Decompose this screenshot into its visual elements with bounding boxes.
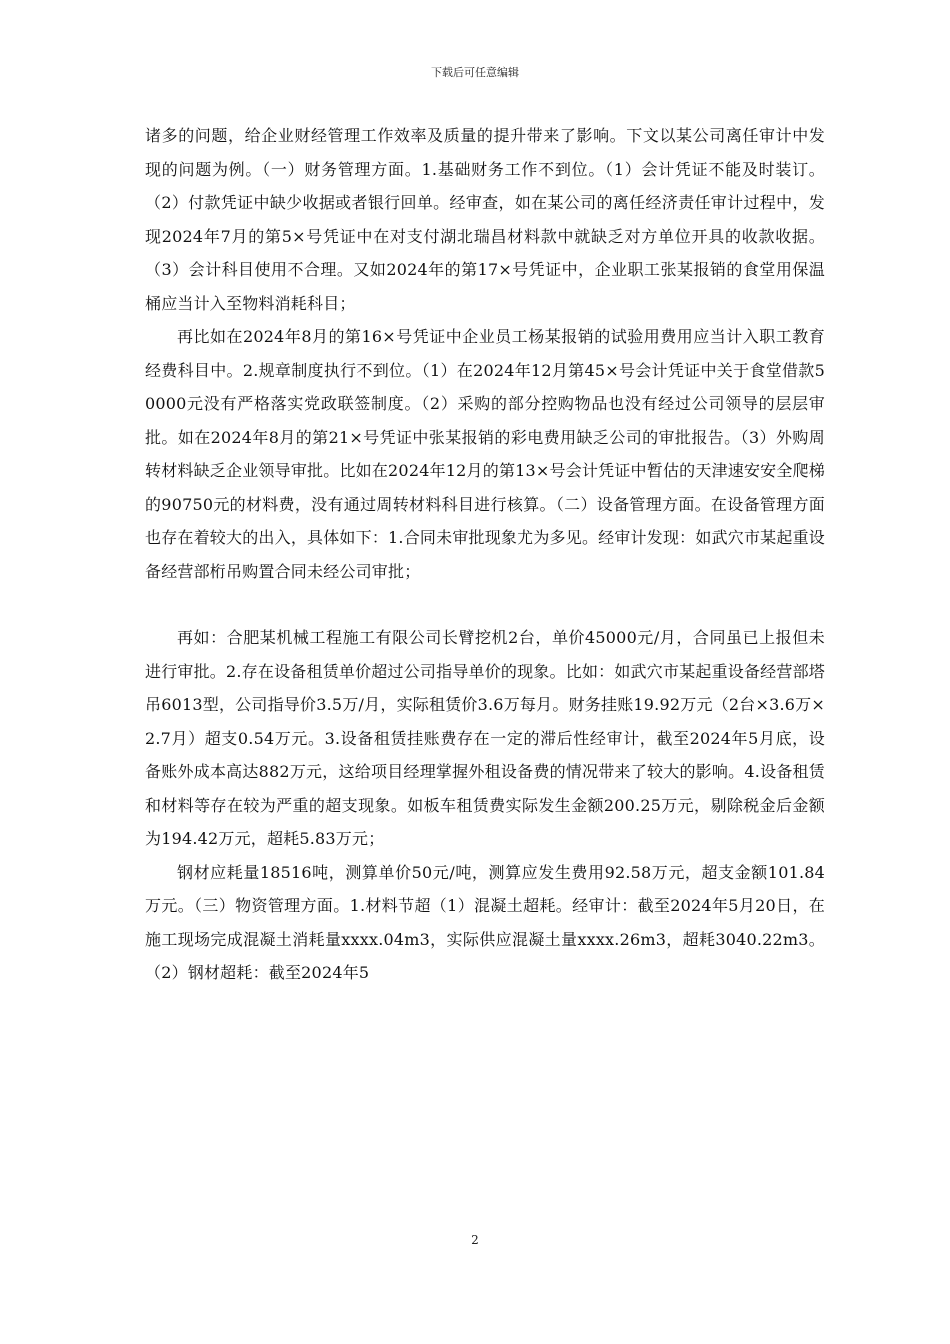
page-number: 2 [471,1233,479,1247]
page-header: 下载后可任意编辑 [431,66,519,79]
body-paragraph-1: 诸多的问题，给企业财经管理工作效率及质量的提升带来了影响。下文以某公司离任审计中发现的问题为例。（一）财务管理方面。1.基础财务工作不到位。（1）会计凭证不能及时装订。（2）付款凭证中缺少收据或者银行回单。经审查，如在某公司的离任经济责任审计过程中，发现2024年7月的第5×号凭证中在对支付湖北瑞昌材料款中就缺乏对方单位开具的收款收据。（3）会计科目使用不合理。又如2024年的第17×号凭证中，企业职工张某报销的食堂用保温桶应当计入至物料消耗科目； [145,126,825,313]
body-paragraph-3: 再如：合肥某机械工程施工有限公司长臂挖机2台，单价45000元/月，合同虽已上报但未进行审批。2.存在设备租赁单价超过公司指导单价的现象。比如：如武穴市某起重设备经营部塔吊6013型，公司指导价3.5万/月，实际租赁价3.6万每月。财务挂账19.92万元（2台×3.6万×2.7月）超支0.54万元。3.设备租赁挂账费存在一定的滞后性经审计，截至2024年5月底，设备账外成本高达882万元，这给项目经理掌握外租设备费的情况带来了较大的影响。4.设备租赁和材料等存在较为严重的超支现象。如板车租赁费实际发生金额200.25万元，剔除税金后金额为194.42万元，超耗5.83万元； [145,628,825,848]
body-paragraph-4: 钢材应耗量18516吨，测算单价50元/吨，测算应发生费用92.58万元，超支金额101.84万元。（三）物资管理方面。1.材料节超（1）混凝土超耗。经审计：截至2024年5月20日，在施工现场完成混凝土消耗量xxxx.04m3，实际供应混凝土量xxxx.26m3，超耗3040.22m3。（2）钢材超耗：截至2024年5 [145,862,825,982]
document-body [145,119,825,990]
body-paragraph-2: 再比如在2024年8月的第16×号凭证中企业员工杨某报销的试验用费用应当计入职工教育经费科目中。2.规章制度执行不到位。（1）在2024年12月第45×号会计凭证中关于食堂借款50000元没有严格落实党政联签制度。（2）采购的部分控购物品也没有经过公司领导的层层审批。如在2024年8月的第21×号凭证中张某报销的彩电费用缺乏公司的审批报告。（3）外购周转材料缺乏企业领导审批。比如在2024年12月的第13×号会计凭证中暂估的天津速安安全爬梯的90750元的材料费，没有通过周转材料科目进行核算。（二）设备管理方面。在设备管理方面也存在着较大的出入，具体如下：1.合同未审批现象尤为多见。经审计发现：如武穴市某起重设备经营部桁吊购置合同未经公司审批； [145,327,825,581]
